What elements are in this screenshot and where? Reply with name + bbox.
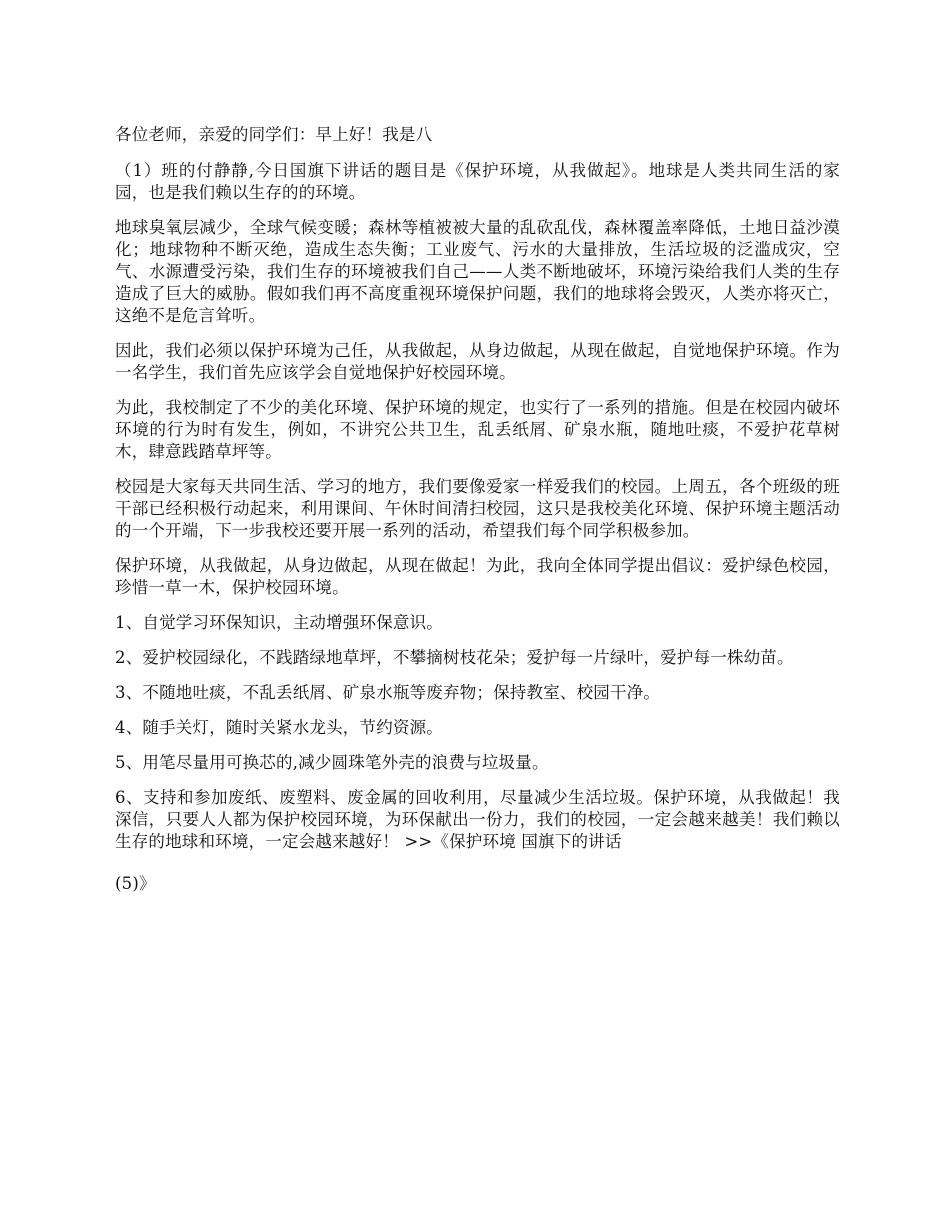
- list-item: 4、随手关灯，随时关紧水龙头，节约资源。: [115, 718, 443, 737]
- school-rules-paragraph: 为此，我校制定了不少的美化环境、保护环境的规定，也实行了一系列的措施。但是在校园内破坏环境的行为时有发生，例如，不讲究公共卫生，乱丢纸屑、矿泉水瓶，随地吐痰，不爱护花草树木，肆意践踏草坪等。: [115, 398, 840, 461]
- campus-paragraph: 校园是大家每天共同生活、学习的地方，我们要像爱家一样爱我们的校园。上周五，各个班级的班干部已经积极行动起来，利用课间、午休时间清扫校园，这只是我校美化环境、保护环境主题活动的一个开端，下一步我校还要开展一系列的活动，希望我们每个同学积极参加。: [115, 477, 840, 540]
- document-body: [115, 124, 840, 908]
- list-item: 1、自觉学习环保知识，主动增强环保意识。: [115, 613, 443, 632]
- intro-paragraph: （1）班的付静静,今日国旗下讲话的题目是《保护环境，从我做起》。地球是人类共同生活的家园，也是我们赖以生存的的环境。: [115, 161, 840, 202]
- list-item: 3、不随地吐痰，不乱丢纸屑、矿泉水瓶等废弃物；保持教室、校园干净。: [115, 683, 661, 702]
- tail-text: (5)》: [115, 874, 156, 893]
- list-item: 2、爱护校园绿化，不践踏绿地草坪，不攀摘树枝花朵；爱护每一片绿叶，爱护每一株幼苗。: [115, 648, 794, 667]
- responsibility-paragraph: 因此，我们必须以保护环境为己任，从我做起，从身边做起，从现在做起，自觉地保护环境。作为一名学生，我们首先应该学会自觉地保护好校园环境。: [115, 341, 840, 382]
- greeting-paragraph: 各位老师，亲爱的同学们：早上好！我是八: [115, 125, 433, 144]
- problem-paragraph: 地球臭氧层减少，全球气候变暖；森林等植被被大量的乱砍乱伐，森林覆盖率降低，土地日益沙漠化；地球物种不断灭绝，造成生态失衡；工业废气、污水的大量排放，生活垃圾的泛滥成灾，空气、水源遭受污染，我们生存的环境被我们自己——人类不断地破坏，环境污染给我们人类的生存造成了巨大的威胁。假如我们再不高度重视环境保护问题，我们的地球将会毁灭，人类亦将灭亡，这绝不是危言耸听。: [115, 218, 840, 325]
- list-item: 5、用笔尽量用可换芯的,减少圆珠笔外壳的浪费与垃圾量。: [115, 753, 549, 772]
- list-item: 6、支持和参加废纸、废塑料、废金属的回收利用，尽量减少生活垃圾。保护环境，从我做起！我深信，只要人人都为保护校园环境，为环保献出一份力，我们的校园，一定会越来越美！我们赖以生存的地球和环境，一定会越来越好！ >>《保护环境 国旗下的讲话: [115, 788, 840, 851]
- proposal-paragraph: 保护环境，从我做起，从身边做起，从现在做起！为此，我向全体同学提出倡议：爱护绿色校园，珍惜一草一木，保护校园环境。: [115, 556, 840, 597]
